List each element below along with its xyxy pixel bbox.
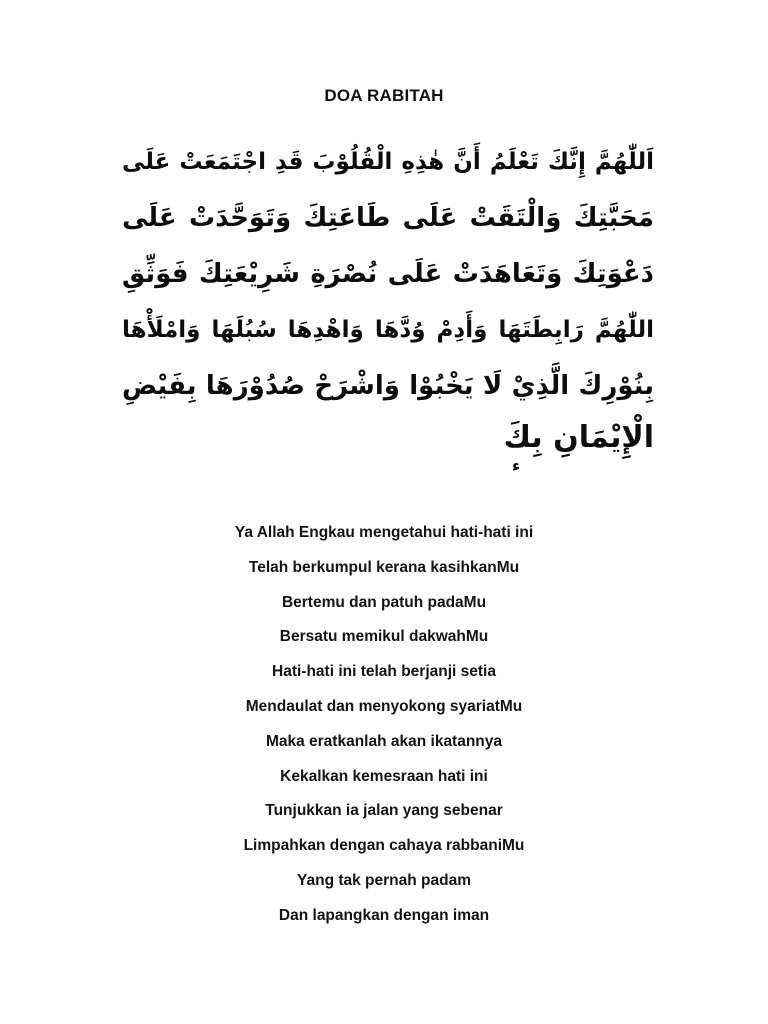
translation-line: Dan lapangkan dengan iman [278, 906, 490, 924]
translation-line: Yang tak pernah padam [297, 871, 471, 889]
translation-line: Hati-hati ini telah berjanji setia [272, 663, 496, 681]
arabic-line: مَحَبَّتِكَ وَالْتَقَتْ عَلَى طَاعَتِكَ وَتَوَحَّدَتْ عَلَى [122, 203, 654, 233]
translation-line: Limpahkan dengan cahaya rabbaniMu [243, 837, 525, 855]
translation-line: Mendaulat dan menyokong syariatMu [245, 697, 523, 715]
arabic-mark-row [0, 456, 768, 476]
arabic-line: اللّٰهُمَّ رَابِطَتَهَا وَأَدِمْ وُدَّهَا وَاهْدِهَا سُبُلَهَا وَامْلَأْهَا [122, 317, 654, 343]
arabic-hamza-mark: ء [512, 456, 521, 475]
page-title: DOA RABITAH [324, 86, 444, 105]
translation-list [0, 516, 768, 934]
arabic-line: بِنُوْرِكَ الَّذِيْ لَا يَخْبُوْا وَاشْرَحْ صُدُوْرَهَا بِفَيْضِ [122, 371, 654, 401]
translation-line: Telah berkumpul kerana kasihkanMu [248, 558, 520, 576]
translation-line: Maka eratkanlah akan ikatannya [265, 732, 503, 750]
translation-line: Ya Allah Engkau mengetahui hati-hati ini [234, 524, 534, 541]
arabic-line: الْإِيْمَانِ بِكَ [503, 420, 654, 455]
translation-line: Bersatu memikul dakwahMu [279, 628, 489, 646]
arabic-prayer-text [122, 136, 654, 488]
translation-line: Tunjukkan ia jalan yang sebenar [265, 802, 503, 820]
translation-line: Kekalkan kemesraan hati ini [280, 767, 488, 785]
arabic-line: دَعْوَتِكَ وَتَعَاهَدَتْ عَلَى نُصْرَةِ شَرِيْعَتِكَ فَوَثِّقِ [122, 259, 654, 289]
translation-line: Bertemu dan patuh padaMu [281, 593, 487, 611]
arabic-line: اَللّٰهُمَّ إِنَّكَ تَعْلَمُ أَنَّ هٰذِهِ الْقُلُوْبَ قَدِ اجْتَمَعَتْ عَلَى [122, 149, 654, 175]
